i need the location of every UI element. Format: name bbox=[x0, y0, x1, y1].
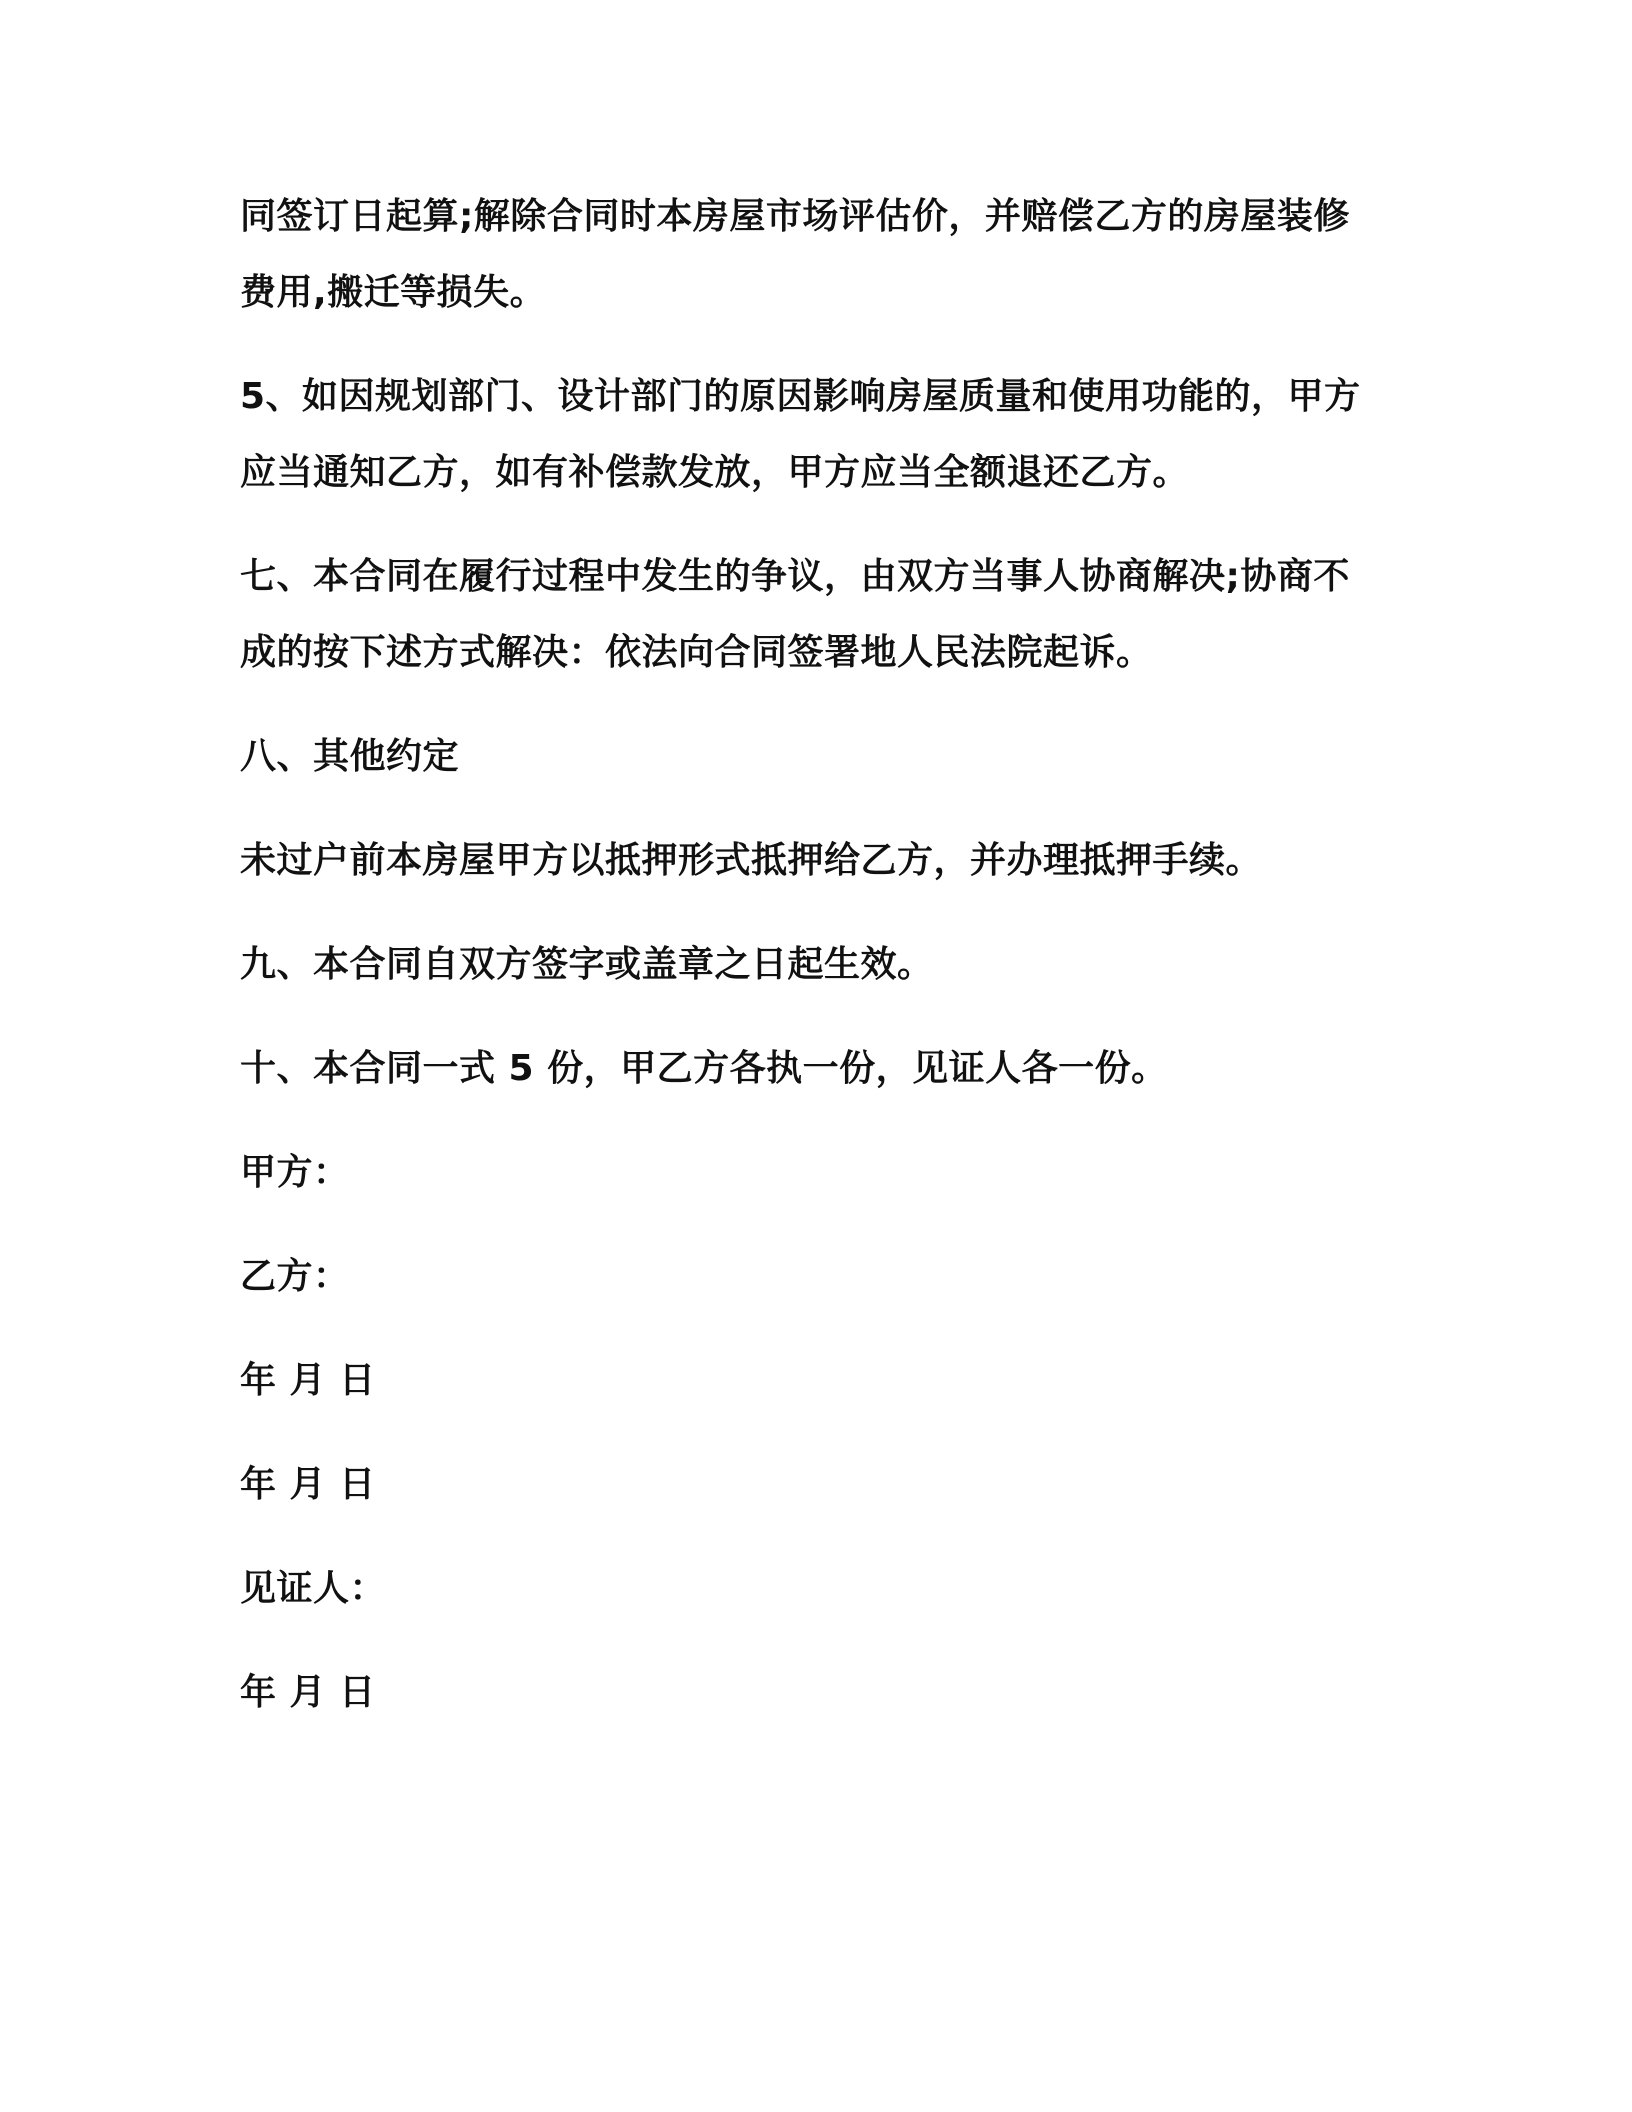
signature-party-a bbox=[240, 1135, 1632, 1211]
heading-other-agreements bbox=[240, 719, 1632, 795]
text-line: 九、本合同自双方签字或盖章之日起生效。 bbox=[240, 944, 934, 985]
signature-party-b bbox=[240, 1239, 1632, 1315]
text-line: 年 月 日 bbox=[240, 1672, 376, 1713]
date-line-b bbox=[240, 1447, 1632, 1523]
paragraph-clause-10 bbox=[240, 1031, 1632, 1107]
text-line: 见证人： bbox=[240, 1568, 387, 1609]
text-line: 十、本合同一式 5 份，甲乙方各执一份，见证人各一份。 bbox=[240, 1048, 1168, 1089]
text-line: 应当通知乙方，如有补偿款发放，甲方应当全额退还乙方。 bbox=[240, 452, 1190, 493]
text-line: 乙方： bbox=[240, 1256, 350, 1297]
text-line: 5、如因规划部门、设计部门的原因影响房屋质量和使用功能的，甲方 bbox=[240, 376, 1361, 417]
paragraph-clause-continuation bbox=[240, 179, 1632, 331]
text-line: 年 月 日 bbox=[240, 1360, 376, 1401]
paragraph-clause-9 bbox=[240, 927, 1632, 1003]
paragraph-clause-8-body bbox=[240, 823, 1632, 899]
text-line: 未过户前本房屋甲方以抵押形式抵押给乙方，并办理抵押手续。 bbox=[240, 840, 1263, 881]
signature-witness bbox=[240, 1551, 1632, 1627]
date-line-witness bbox=[240, 1655, 1632, 1731]
text-line: 八、其他约定 bbox=[240, 736, 460, 777]
date-line-a bbox=[240, 1343, 1632, 1419]
text-line: 成的按下述方式解决：依法向合同签署地人民法院起诉。 bbox=[240, 632, 1153, 673]
text-line: 七、本合同在履行过程中发生的争议，由双方当事人协商解决;协商不 bbox=[240, 556, 1350, 597]
text-line: 年 月 日 bbox=[240, 1464, 376, 1505]
text-line: 同签订日起算;解除合同时本房屋市场评估价，并赔偿乙方的房屋装修 bbox=[240, 196, 1350, 237]
text-line: 费用,搬迁等损失。 bbox=[240, 272, 547, 313]
paragraph-clause-7 bbox=[240, 539, 1632, 691]
text-line: 甲方： bbox=[240, 1152, 350, 1193]
paragraph-clause-5 bbox=[240, 359, 1632, 511]
